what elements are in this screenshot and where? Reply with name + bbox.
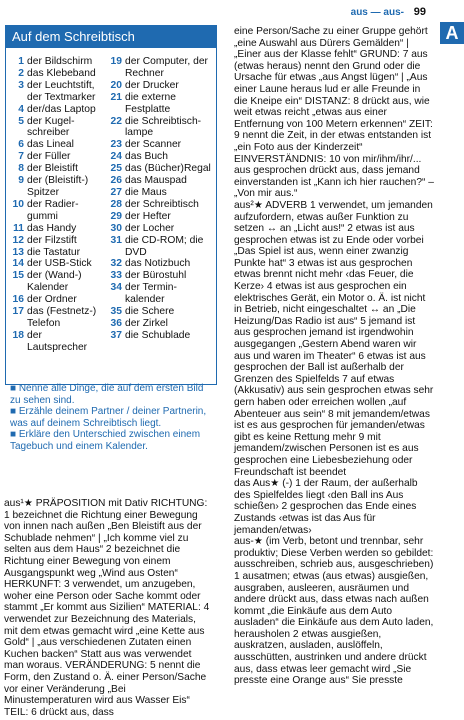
vocab-number: 3 [18,79,24,91]
vocab-number: 14 [12,258,24,270]
vocab-item [8,247,104,259]
vocab-item [8,151,104,163]
vocab-column-1 [8,56,104,354]
vocab-term: die Tastatur [27,246,81,258]
vocab-number: 31 [110,234,122,246]
vocab-number: 10 [12,198,24,210]
vocab-term: die CD-ROM; die DVD [125,234,204,258]
vocab-number: 7 [18,151,24,163]
vocab-term: das Lineal [27,139,74,151]
vocab-item [8,199,104,223]
vocab-term: das (Bücher)Regal [125,163,211,175]
vocab-number: 4 [18,103,24,115]
vocab-number: 22 [110,115,122,127]
vocab-term: der Drucker [125,79,179,91]
vocab-term: der Bleistift [27,163,78,175]
vocab-term: der Schreibtisch [125,198,199,210]
vocab-item [8,235,104,247]
vocab-term: der Termin-kalender [125,282,177,306]
vocab-item [106,223,216,235]
vocab-term: der USB-Stick [27,258,92,270]
entry-aus1: aus¹★ PRÄPOSITION mit Dativ RICHTUNG: 1 bezeichnet die Richtung einer Bewegung von innen nach außen „Ben Bleistift aus der Schublade nehmen“ | „Ich komme viel zu selten aus dem Haus“ 2 bezeichnet die Richtung einer Bewegung von einem Ausgangspunkt weg „Wind aus Osten“ HERKUNFT: 3 verwendet, um anzugeben, woher eine Person oder Sache kommt oder stammt „Er kommt aus Sizilien“ MATERIAL: 4 verwendet zur Bezeichnung des Materials, mit dem etwas gemacht wird „eine Kette aus Gold“ | „aus verschiedenen Zutaten einen Kuchen backen“ Statt aus was verwendet man woraus. VERÄNDERUNG: 5 nennt die Form, den Zustand o. Ä. einer Person/Sache vor einer Veränderung „Bei Minustemperaturen wird aus Wasser Eis“ TEIL: 6 drückt aus, dass [4,498,210,718]
vocab-item [106,330,216,342]
vocab-item [106,282,216,306]
vocab-item [8,175,104,199]
vocab-number: 36 [110,317,122,329]
entry-aus1-cont: eine Person/Sache zu einer Gruppe gehört „eine Auswahl aus Dürers Gemälden“ | „Einer aus der Klasse fehlt“ GRUND: 7 aus (etwas heraus) nennt den Grund oder die Ursache für etwas „aus Angst lügen“ | „Aus einer Laune heraus lud er alle Freunde in die Kneipe ein“ DISTANZ: 8 drückt aus, wie weit etwas reicht „etwas aus einer Entfernung von 100 Metern erkennen“ ZEIT: 9 nennt die Zeit, in der etwas entstanden ist „ein Foto aus der Kinderzeit“ EINVERSTÄNDNIS: 10 von mir/ihm/ihr/... aus gesprochen drückt aus, dass jemand einverstanden ist „Kann ich hier rauchen?“ – „Von mir aus.“ [234,26,434,200]
vocab-item [106,116,216,140]
vocab-column-2 [106,56,216,342]
vocab-term: das (Festnetz-) Telefon [27,306,97,329]
vocab-number: 2 [18,67,24,79]
vocab-item [106,163,216,175]
vocab-term: der Radier-gummi [27,198,79,222]
entry-aus2: aus²★ ADVERB 1 verwendet, um jemanden aufzufordern, etwas außer Funktion zu setzen ↔ an „Licht aus!“ 2 etwas ist aus gesprochen etwas ist zu Ende oder vorbei „Das Spiel ist aus, wenn einer zwanzig Punkte hat“ 3 etwas ist aus gesprochen etwas brennt nicht mehr ‹das Feuer, die Kerze› 4 etwas ist aus gesprochen ein elektrisches Gerät, ein Motor o. Ä. ist nicht in Betrieb, nicht eingeschaltet ↔ an „Die Heizung/Das Radio ist aus“ 5 jemand ist aus gesprochen jemand ist irgendwohin ausgegangen „Gestern Abend waren wir aus und waren im Theater“ 6 etwas ist aus gesprochen der Ball ist außerhalb der Grenzen des Spielfelds 7 auf etwas (Akkusativ) aus sein gesprochen etwas sehr gern haben oder erreichen wollen „auf Abenteuer aus sein“ 8 mit jemandem/etwas ist es aus gesprochen für jemanden/etwas gibt es keine Rettung mehr 9 mit jemandem/zwischen Personen ist es aus gesprochen eine Liebesbeziehung oder Freundschaft ist beendet [234,199,434,478]
vocab-number: 27 [110,186,122,198]
vocab-number: 6 [18,139,24,151]
bullet-icon: ■ [10,429,19,440]
vocab-item [8,330,104,354]
vocab-term: das Notizbuch [125,258,191,270]
vocab-number: 13 [12,246,24,258]
vocab-term: der Bürostuhl [125,270,187,282]
left-entry-text [4,498,212,718]
task-item [10,406,216,429]
vocab-number: 37 [110,329,122,341]
vocab-term: die externe Festplatte [125,91,176,115]
vocab-term: der Hefter [125,210,171,222]
vocab-term: der (Wand-) Kalender [27,270,82,294]
vocab-number: 9 [18,175,24,187]
vocab-item [8,223,104,235]
vocab-number: 35 [110,306,122,318]
vocab-term: der/das Laptop [27,103,96,115]
vocab-term: der Scanner [125,139,182,151]
vocab-term: der (Bleistift-) Spitzer [27,175,89,198]
task-item [10,429,216,452]
vocab-number: 34 [110,282,122,294]
vocab-term: das Handy [27,222,77,234]
vocab-term: das Mauspad [125,175,187,187]
vocab-number: 29 [110,210,122,222]
vocab-number: 12 [12,234,24,246]
vocab-term: der Computer, der Rechner [125,56,208,79]
vocab-term: der Bildschirm [27,56,93,67]
vocab-item [106,199,216,211]
box-title: Auf dem Schreibtisch [6,26,216,48]
vocabulary-box [5,25,217,452]
vocab-item [8,294,104,306]
vocab-item [106,258,216,270]
bullet-icon: ■ [10,406,19,417]
vocab-term: die Schublade [125,329,191,341]
vocab-item [8,116,104,140]
vocab-number: 5 [18,115,24,127]
vocab-item [106,270,216,282]
entry-das-aus: das Aus★ (-) 1 der Raum, der außerhalb des Spielfeldes liegt ‹den Ball ins Aus schießen› 2 gesprochen das Ende eines Zustands ‹etwas ist das Aus für jemanden/etwas› [234,478,418,536]
vocab-number: 23 [110,139,122,151]
task-list [10,383,216,452]
vocab-term: die Schere [125,306,175,318]
bullet-icon: ■ [10,383,19,394]
vocab-term: der Leuchtstift, der Textmarker [27,79,96,103]
vocab-item [106,92,216,116]
vocab-item [106,56,216,80]
vocab-item [106,80,216,92]
guide-words: aus — aus- [350,7,404,18]
vocab-term: der Locher [125,222,175,234]
right-entry-text [234,26,434,687]
letter-tab: A [440,22,464,44]
vocab-item [8,270,104,294]
task-item [10,383,216,406]
task-text: Erkläre den Unterschied zwischen einem Tagebuch und einem Kalender. [10,429,201,452]
page-number: 99 [413,6,426,18]
vocab-term: der Kugel-schreiber [27,115,75,139]
vocab-number: 21 [110,91,122,103]
vocab-term: der Füller [27,151,71,163]
entry-aus-prefix: aus-★ (im Verb, betont und trennbar, sehr produktiv; Diese Verben werden so gebildet: ausschreiben, schrieb aus, ausgeschrieben) 1 ausatmen; etwas (aus etwas) ausgießen, ausgraben, ausleeren, ausräumen und andere drückt aus, dass etwas nach außen kommt „die Einkäufe aus dem Auto ausladen“ die Einkäufe aus dem Auto laden, herausholen 2 etwas ausgießen, auskratzen, ausladen, auslöffeln, ausschütten, austrinken und andere drückt aus, dass etwas leer gemacht wird „Sie presste eine Orange aus“ Sie presste [234,536,434,687]
vocab-term: der Lautsprecher [27,329,88,353]
vocab-item [8,306,104,330]
vocab-number: 33 [110,270,122,282]
vocab-number: 15 [12,270,24,282]
vocab-number: 26 [110,175,122,187]
page-header [0,5,464,21]
vocab-term: der Filzstift [27,234,77,246]
vocab-item [8,163,104,175]
vocab-item [8,104,104,116]
vocab-term: der Ordner [27,294,77,306]
vocab-number: 30 [110,222,122,234]
vocab-item [106,139,216,151]
vocab-number: 11 [13,222,24,234]
vocab-item [106,151,216,163]
vocab-term: die Schreibtisch-lampe [125,115,202,139]
vocab-item [8,258,104,270]
vocab-item [106,175,216,187]
task-text: Erzähle deinem Partner / deiner Partnerin, was auf deinem Schreibtisch liegt. [10,406,207,429]
vocab-term: das Buch [125,151,168,163]
vocab-item [106,235,216,259]
vocab-number: 8 [18,163,24,175]
vocab-number: 24 [110,151,122,163]
vocab-number: 25 [110,163,122,175]
vocab-term: das Klebeband [27,67,96,79]
vocab-item [8,80,104,104]
vocab-item [106,187,216,199]
vocab-item [8,68,104,80]
vocab-number: 17 [12,306,24,318]
vocab-number: 18 [12,329,24,341]
vocab-number: 1 [18,56,24,67]
vocab-item [106,211,216,223]
vocab-term: der Zirkel [125,317,168,329]
vocab-item [106,318,216,330]
vocab-number: 32 [110,258,122,270]
vocab-number: 16 [12,294,24,306]
vocab-number: 19 [110,56,122,67]
vocab-number: 28 [110,198,122,210]
vocab-item [8,56,104,68]
task-text: Nenne alle Dinge, die auf dem ersten Bild zu sehen sind. [10,383,204,406]
vocab-item [106,306,216,318]
vocab-number: 20 [110,79,122,91]
vocab-item [8,139,104,151]
vocab-term: die Maus [125,186,167,198]
